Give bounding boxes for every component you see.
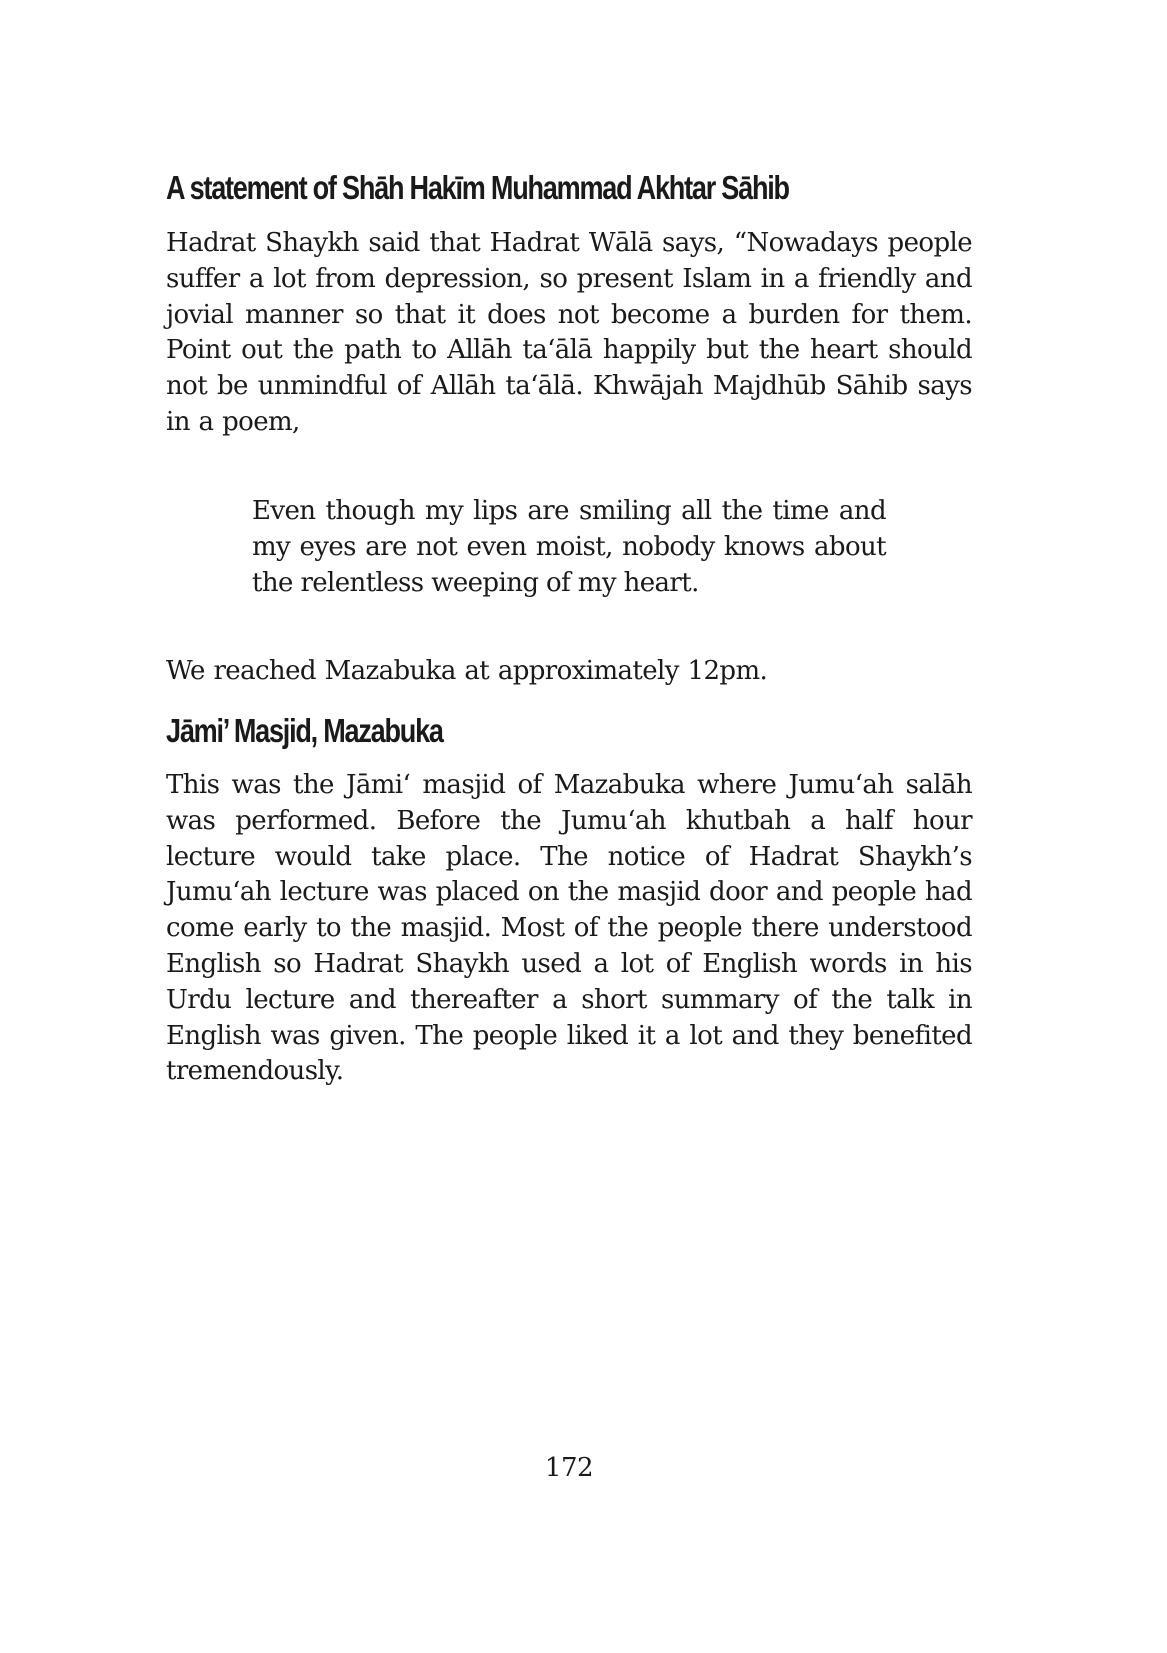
poem-quote: Even though my lips are smiling all the time and my eyes are not even moist, nobody knows about the relentless weeping of my heart.	[252, 496, 886, 598]
section-heading-statement: A statement of Shāh Hakīm Muhammad Akhtar Sāhib	[166, 169, 789, 206]
section-heading-masjid: Jāmi’ Masjid, Mazabuka	[166, 712, 443, 749]
paragraph-statement: Hadrat Shaykh said that Hadrat Wālā says, “Nowadays people suffer a lot from depression, so present Islam in a friendly and jovial manner so that it does not become a burden for them. Point out the path to Allāh ta‘ālā happily but the heart should not be unmindful of Allāh ta‘ālā. Khwājah Majdhūb Sāhib says in a poem,	[166, 228, 972, 437]
paragraph-masjid: This was the Jāmi‘ masjid of Mazabuka where Jumu‘ah salāh was performed. Before the Jumu‘ah khutbah a half hour lecture would take place. The notice of Hadrat Shaykh’s Jumu‘ah lecture was placed on the masjid door and people had come early to the masjid. Most of the people there understood English so Hadrat Shaykh used a lot of English words in his Urdu lecture and thereafter a short summary of the talk in English was given. The people liked it a lot and they benefited tremendously.	[166, 770, 972, 1087]
paragraph-arrival: We reached Mazabuka at approximately 12pm.	[166, 656, 768, 686]
page-number: 172	[544, 1453, 594, 1483]
